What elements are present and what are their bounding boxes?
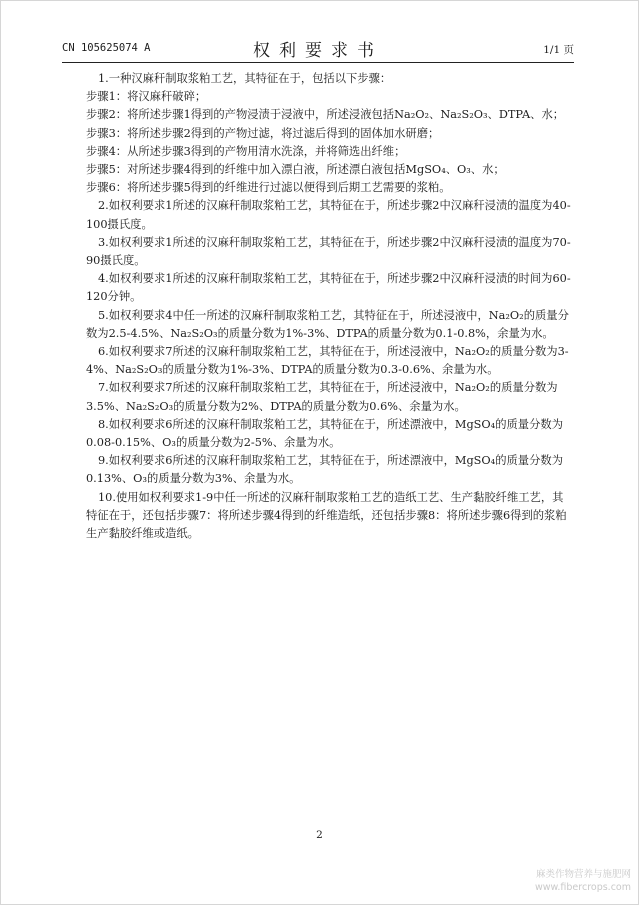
claims-body bbox=[86, 70, 572, 543]
claim-7: 7.如权利要求7所述的汉麻秆制取浆粕工艺，其特征在于，所述浸液中，Na₂O₂的质量分数为3.5%、Na₂S₂O₃的质量分数为2%、DTPA的质量分数为0.6%、余量为水。 bbox=[86, 381, 558, 413]
claim-1-intro: 1.一种汉麻秆制取浆粕工艺，其特征在于，包括以下步骤： bbox=[98, 72, 392, 85]
claim-6: 6.如权利要求7所述的汉麻秆制取浆粕工艺，其特征在于，所述浸液中，Na₂O₂的质量分数为3-4%、Na₂S₂O₃的质量分数为1%-3%、DTPA的质量分数为0.3-0.6%、余量为水。 bbox=[86, 345, 569, 377]
claim-1-step-4: 步骤4：从所述步骤3得到的产物用清水洗涤，并将筛选出纤维； bbox=[86, 144, 406, 158]
claim-8: 8.如权利要求6所述的汉麻秆制取浆粕工艺，其特征在于，所述漂液中，MgSO₄的质量分数为0.08-0.15%、O₃的质量分数为2-5%、余量为水。 bbox=[86, 417, 563, 450]
publication-number: CN 105625074 A bbox=[62, 42, 151, 54]
claim-10: 10.使用如权利要求1-9中任一所述的汉麻秆制取浆粕工艺的造纸工艺、生产黏胶纤维工艺，其特征在于，还包括步骤7：将所述步骤4得到的纤维造纸，还包括步骤8：将所述步骤6得到的浆粕生产黏胶纤维或造纸。 bbox=[86, 490, 567, 541]
footer-page-number: 2 bbox=[316, 829, 323, 841]
claim-1-step-2: 步骤2：将所述步骤1得到的产物浸渍于浸液中，所述浸液包括Na₂O₂、Na₂S₂O₃、DTPA、水； bbox=[86, 108, 565, 122]
claim-3: 3.如权利要求1所述的汉麻秆制取浆粕工艺，其特征在于，所述步骤2中汉麻秆浸渍的温度为70-90摄氏度。 bbox=[86, 235, 571, 268]
claim-5: 5.如权利要求4中任一所述的汉麻秆制取浆粕工艺，其特征在于，所述浸液中，Na₂O₂的质量分数为2.5-4.5%、Na₂S₂O₃的质量分数为1%-3%、DTPA的质量分数为0.1-0.8%，余量为水。 bbox=[86, 308, 569, 340]
claim-9: 9.如权利要求6所述的汉麻秆制取浆粕工艺，其特征在于，所述漂液中，MgSO₄的质量分数为0.13%、O₃的质量分数为3%、余量为水。 bbox=[86, 454, 563, 486]
watermark-site-name: 麻类作物营养与施肥网 bbox=[535, 869, 631, 880]
claim-1-step-5: 步骤5：对所述步骤4得到的纤维中加入漂白液，所述漂白液包括MgSO₄、O₃、水； bbox=[86, 163, 505, 177]
claim-2: 2.如权利要求1所述的汉麻秆制取浆粕工艺，其特征在于，所述步骤2中汉麻秆浸渍的温度为40-100摄氏度。 bbox=[86, 199, 571, 231]
claim-1-step-1: 步骤1：将汉麻秆破碎； bbox=[86, 90, 207, 104]
document-title: 权利要求书 bbox=[253, 41, 383, 61]
watermark bbox=[535, 868, 631, 894]
watermark-url: www.fibercrops.com bbox=[534, 882, 631, 893]
header-rule bbox=[62, 62, 574, 63]
claim-1-step-6: 步骤6：将所述步骤5得到的纤维进行过滤以便得到后期工艺需要的浆粕。 bbox=[86, 181, 451, 195]
document-header bbox=[62, 36, 574, 62]
claim-1-step-3: 步骤3：将所述步骤2得到的产物过滤，将过滤后得到的固体加水研磨； bbox=[86, 126, 440, 140]
claim-4: 4.如权利要求1所述的汉麻秆制取浆粕工艺，其特征在于，所述步骤2中汉麻秆浸渍的时间为60-120分钟。 bbox=[86, 272, 571, 304]
page-indicator: 1/1 页 bbox=[543, 44, 574, 56]
